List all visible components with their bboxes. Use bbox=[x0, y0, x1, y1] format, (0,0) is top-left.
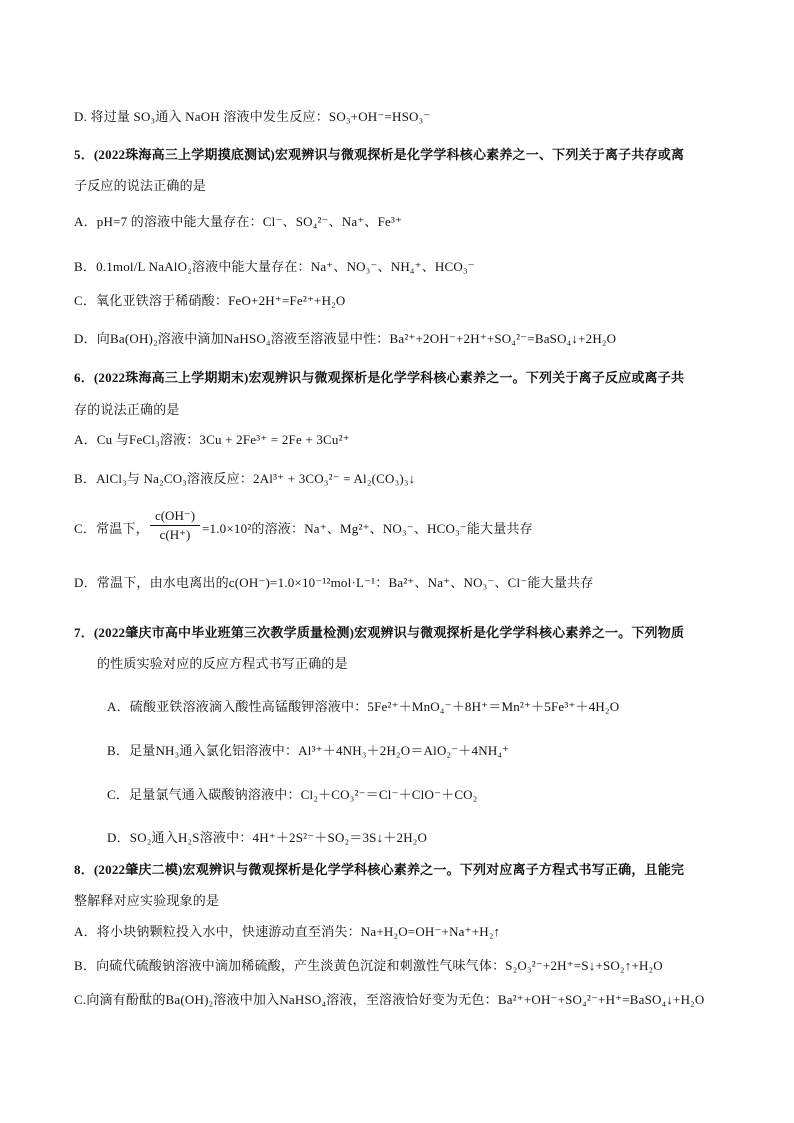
q7-stem-line2: 的性质实验对应的反应方程式书写正确的是 bbox=[97, 656, 348, 671]
q5-option-c: C．氧化亚铁溶于稀硝酸：FeO+2H⁺=Fe²⁺+H₂O bbox=[74, 293, 346, 308]
q7-option-c: C．足量氯气通入碳酸钠溶液中：Cl₂＋CO₃²⁻＝Cl⁻＋ClO⁻＋CO₂ bbox=[107, 787, 478, 802]
q5-option-d: D．向Ba(OH)₂溶液中滴加NaHSO₄溶液至溶液显中性：Ba²⁺+2OH⁻+2H⁺+SO₄²⁻=BaSO₄↓+2H₂O bbox=[74, 331, 617, 346]
q8-option-a: A．将小块钠颗粒投入水中，快速游动直至消失：Na+H₂O=OH⁻+Na⁺+H₂↑ bbox=[74, 924, 501, 939]
fraction-denominator: c(H⁺) bbox=[159, 527, 191, 542]
q8-stem-line1: 8．(2022肇庆二模)宏观辨识与微观探析是化学学科核心素养之一。下列对应离子方程式书写正确，且能完 bbox=[74, 862, 685, 877]
q5-stem-line1: 5．(2022珠海高三上学期摸底测试)宏观辨识与微观探析是化学学科核心素养之一、下列关于离子共存或离 bbox=[74, 147, 685, 162]
q8-option-b: B．向硫代硫酸钠溶液中滴加稀硫酸，产生淡黄色沉淀和刺激性气味气体：S₂O₃²⁻+2H⁺=S↓+SO₂↑+H₂O bbox=[74, 958, 663, 973]
q6-option-c-fraction bbox=[150, 507, 200, 544]
q7-option-d: D．SO₂通入H₂S溶液中：4H⁺＋2S²⁻＋SO₂＝3S↓＋2H₂O bbox=[107, 830, 428, 845]
q8-stem-line2: 整解释对应实验现象的是 bbox=[74, 893, 220, 908]
q6-option-a: A．Cu 与FeCl₃溶液：3Cu + 2Fe³⁺ = 2Fe + 3Cu²⁺ bbox=[74, 432, 350, 447]
fraction-numerator: c(OH⁻) bbox=[150, 507, 200, 526]
q7-option-a: A．硫酸亚铁溶液滴入酸性高锰酸钾溶液中：5Fe²⁺＋MnO₄⁻＋8H⁺＝Mn²⁺＋5Fe³⁺＋4H₂O bbox=[107, 699, 620, 714]
q5-option-b: B．0.1mol/L NaAlO₂溶液中能大量存在：Na⁺、NO₃⁻、NH₄⁺、HCO₃⁻ bbox=[74, 259, 475, 274]
q6-stem-line2: 存的说法正确的是 bbox=[74, 402, 180, 417]
q8-option-c: C.向滴有酚酞的Ba(OH)₂溶液中加入NaHSO₄溶液，至溶液恰好变为无色：Ba²⁺+OH⁻+SO₄²⁻+H⁺=BaSO₄↓+H₂O bbox=[74, 992, 705, 1007]
q6-option-d: D．常温下，由水电离出的c(OH⁻)=1.0×10⁻¹²mol·L⁻¹：Ba²⁺、Na⁺、NO₃⁻、Cl⁻能大量共存 bbox=[74, 575, 594, 590]
q6-option-c-prefix: C．常温下， bbox=[74, 521, 149, 536]
q7-stem-line1: 7．(2022肇庆市高中毕业班第三次教学质量检测)宏观辨识与微观探析是化学学科核心素养之一。下列物质 bbox=[74, 625, 685, 640]
q6-option-b: B．AlCl₃与 Na₂CO₃溶液反应：2Al³⁺ + 3CO₃²⁻ = Al₂(CO₃)₃↓ bbox=[74, 471, 416, 486]
q5-stem-line2: 子反应的说法正确的是 bbox=[74, 178, 207, 193]
q6-stem-line1: 6．(2022珠海高三上学期期末)宏观辨识与微观探析是化学学科核心素养之一。下列关于离子反应或离子共 bbox=[74, 370, 685, 385]
q7-option-b: B．足量NH₃通入氯化铝溶液中：Al³⁺＋4NH₃＋2H₂O＝AlO₂⁻＋4NH₄⁺ bbox=[107, 743, 510, 758]
q5-option-a: A．pH=7 的溶液中能大量存在：Cl⁻、SO₄²⁻、Na⁺、Fe³⁺ bbox=[74, 214, 403, 229]
q6-option-c-suffix: =1.0×10²的溶液：Na⁺、Mg²⁺、NO₃⁻、HCO₃⁻能大量共存 bbox=[202, 521, 533, 536]
q4-option-d: D. 将过量 SO₃通入 NaOH 溶液中发生反应：SO₃+OH⁻=HSO₃⁻ bbox=[74, 109, 431, 124]
